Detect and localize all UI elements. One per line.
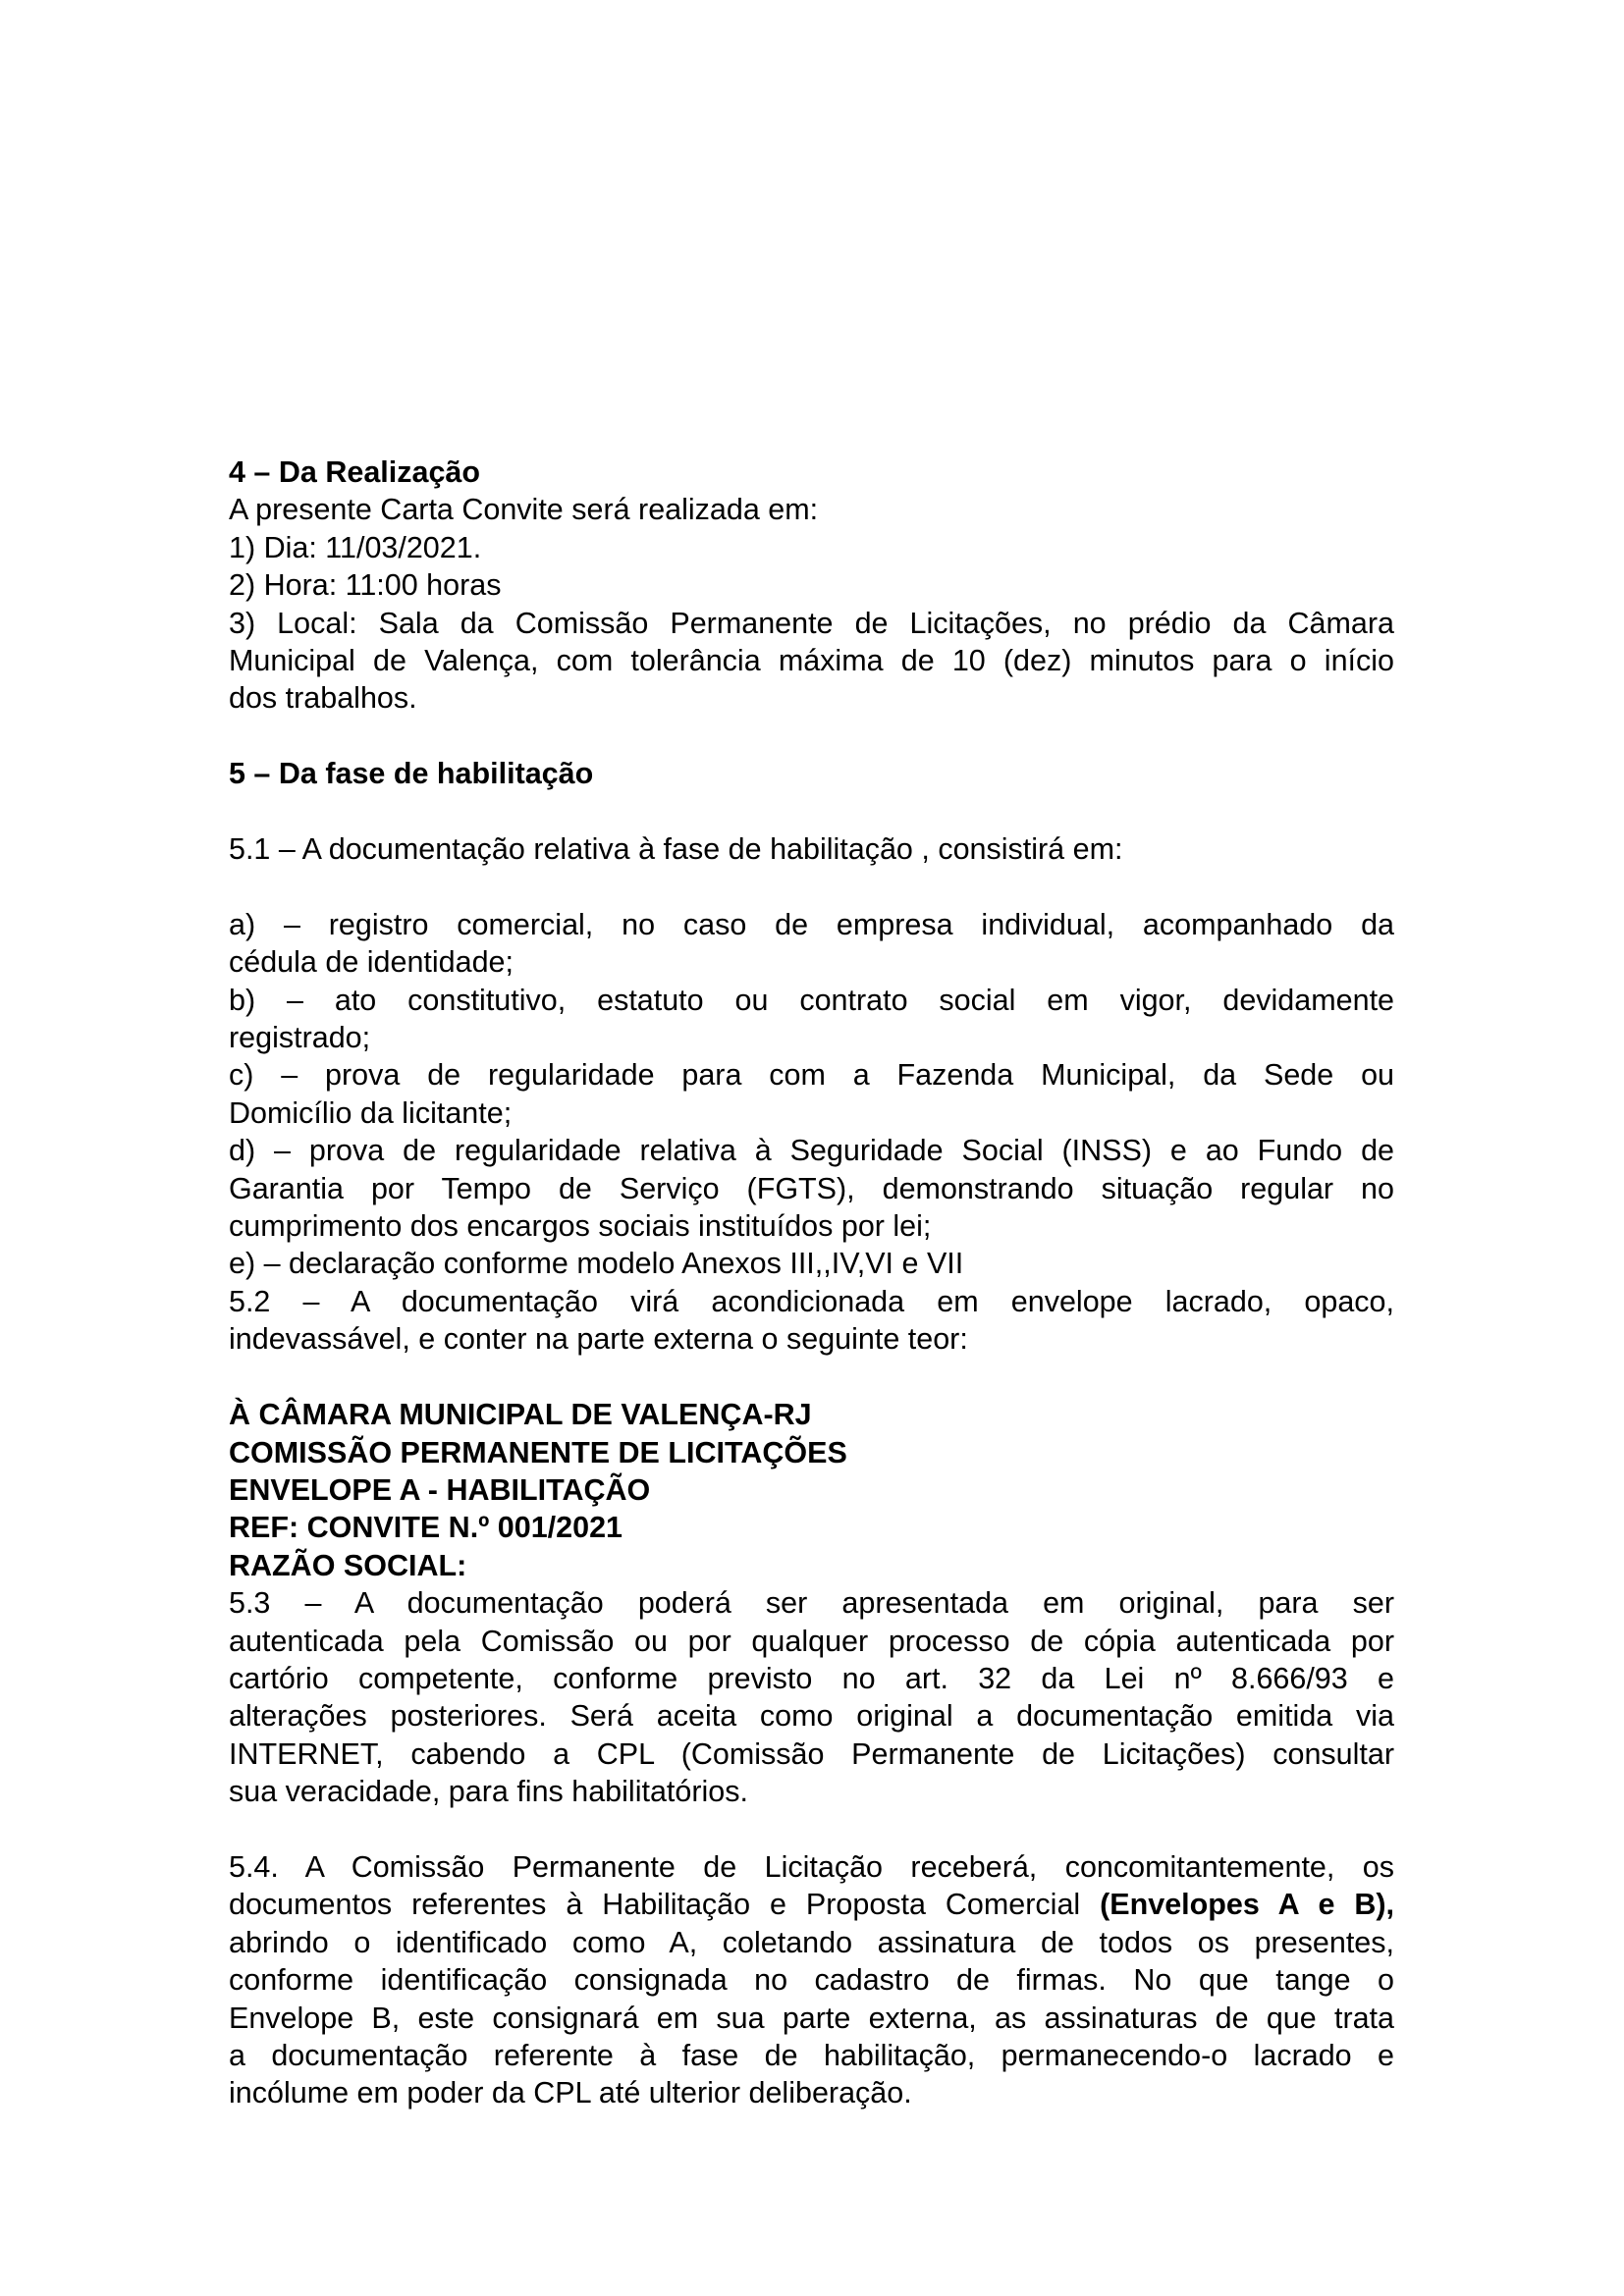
clause-5-2-line-1: 5.2 – A documentação virá acondicionada em envelope lacrado, opaco, xyxy=(229,1284,1394,1318)
clause-5-4-line-6: a documentação referente à fase de habilitação, permanecendo-o lacrado e xyxy=(229,2038,1394,2072)
clause-5-4-line-1: 5.4. A Comissão Permanente de Licitação receberá, concomitantemente, os xyxy=(229,1849,1394,1884)
clause-5-3-line-5: INTERNET, cabendo a CPL (Comissão Permanente de Licitações) consultar xyxy=(229,1736,1394,1771)
section-5-heading: 5 – Da fase de habilitação xyxy=(229,757,594,791)
clause-b-line-1: b) – ato constitutivo, estatuto ou contrato social em vigor, devidamente xyxy=(229,983,1394,1017)
s4-location-line-1: 3) Local: Sala da Comissão Permanente de Licitações, no prédio da Câmara xyxy=(229,606,1394,640)
clause-5-4-line-2 xyxy=(229,1886,1394,1923)
clause-e-line: e) – declaração conforme modelo Anexos III,,IV,VI e VII xyxy=(229,1247,964,1281)
s4-time-line: 2) Hora: 11:00 horas xyxy=(229,568,502,603)
clause-a-line-2: cédula de identidade; xyxy=(229,945,514,980)
s4-intro-line: A presente Carta Convite será realizada em: xyxy=(229,493,819,527)
clause-5-4-line-3: abrindo o identificado como A, coletando assinatura de todos os presentes, xyxy=(229,1925,1394,1959)
blank-line xyxy=(229,718,1394,755)
clause-5-3-line-3: cartório competente, conforme previsto no art. 32 da Lei nº 8.666/93 e xyxy=(229,1661,1394,1695)
envelope-address-line-1: À CÂMARA MUNICIPAL DE VALENÇA-RJ xyxy=(229,1398,812,1432)
clause-5-4-line-4: conforme identificação consignada no cadastro de firmas. No que tange o xyxy=(229,1963,1394,1998)
clause-c-line-2: Domicílio da licitante; xyxy=(229,1095,513,1130)
clause-b-line-2: registrado; xyxy=(229,1021,371,1055)
clause-5-3-line-1: 5.3 – A documentação poderá ser apresentada em original, para ser xyxy=(229,1586,1394,1621)
clause-5-3-line-2: autenticada pela Comissão ou por qualquer processo de cópia autenticada por xyxy=(229,1624,1394,1658)
envelopes-a-b-bold-text: (Envelopes A e B), xyxy=(1100,1888,1394,1922)
clause-5-1: 5.1 – A documentação relativa à fase de habilitação , consistirá em: xyxy=(229,832,1123,867)
blank-line xyxy=(229,793,1394,830)
envelope-address-line-3: ENVELOPE A - HABILITAÇÃO xyxy=(229,1472,651,1507)
clause-5-3-line-6: sua veracidade, para fins habilitatórios. xyxy=(229,1775,748,1809)
s4-location-line-3: dos trabalhos. xyxy=(229,681,417,716)
clause-5-4-line-7: incólume em poder da CPL até ulterior deliberação. xyxy=(229,2076,912,2110)
envelope-address-line-4: REF: CONVITE N.º 001/2021 xyxy=(229,1511,623,1545)
blank-line xyxy=(229,1359,1394,1396)
clause-d-line-1: d) – prova de regularidade relativa à Seguridade Social (INSS) e ao Fundo de xyxy=(229,1134,1394,1168)
clause-d-line-2: Garantia por Tempo de Serviço (FGTS), demonstrando situação regular no xyxy=(229,1171,1394,1205)
clause-5-2-line-2: indevassável, e conter na parte externa o seguinte teor: xyxy=(229,1322,968,1357)
clause-5-4-line-5: Envelope B, este consignará em sua parte externa, as assinaturas de que trata xyxy=(229,2001,1394,2035)
clause-5-4-line-2-text: documentos referentes à Habilitação e Proposta Comercial xyxy=(229,1888,1081,1922)
document-content xyxy=(229,454,1394,2112)
clause-c-line-1: c) – prova de regularidade para com a Fazenda Municipal, da Sede ou xyxy=(229,1058,1394,1093)
section-4-heading: 4 – Da Realização xyxy=(229,455,481,489)
blank-line xyxy=(229,868,1394,905)
clause-d-line-3: cumprimento dos encargos sociais instituídos por lei; xyxy=(229,1209,932,1244)
clause-5-3-line-4: alterações posteriores. Será aceita como original a documentação emitida via xyxy=(229,1699,1394,1734)
s4-date-line: 1) Dia: 11/03/2021. xyxy=(229,530,482,564)
s4-location-line-2: Municipal de Valença, com tolerância máxima de 10 (dez) minutos para o início xyxy=(229,644,1394,678)
clause-a-line-1: a) – registro comercial, no caso de empresa individual, acompanhado da xyxy=(229,907,1394,941)
blank-line xyxy=(229,1811,1394,1848)
envelope-address-line-2: COMISSÃO PERMANENTE DE LICITAÇÕES xyxy=(229,1435,847,1469)
envelope-address-line-5: RAZÃO SOCIAL: xyxy=(229,1548,467,1582)
